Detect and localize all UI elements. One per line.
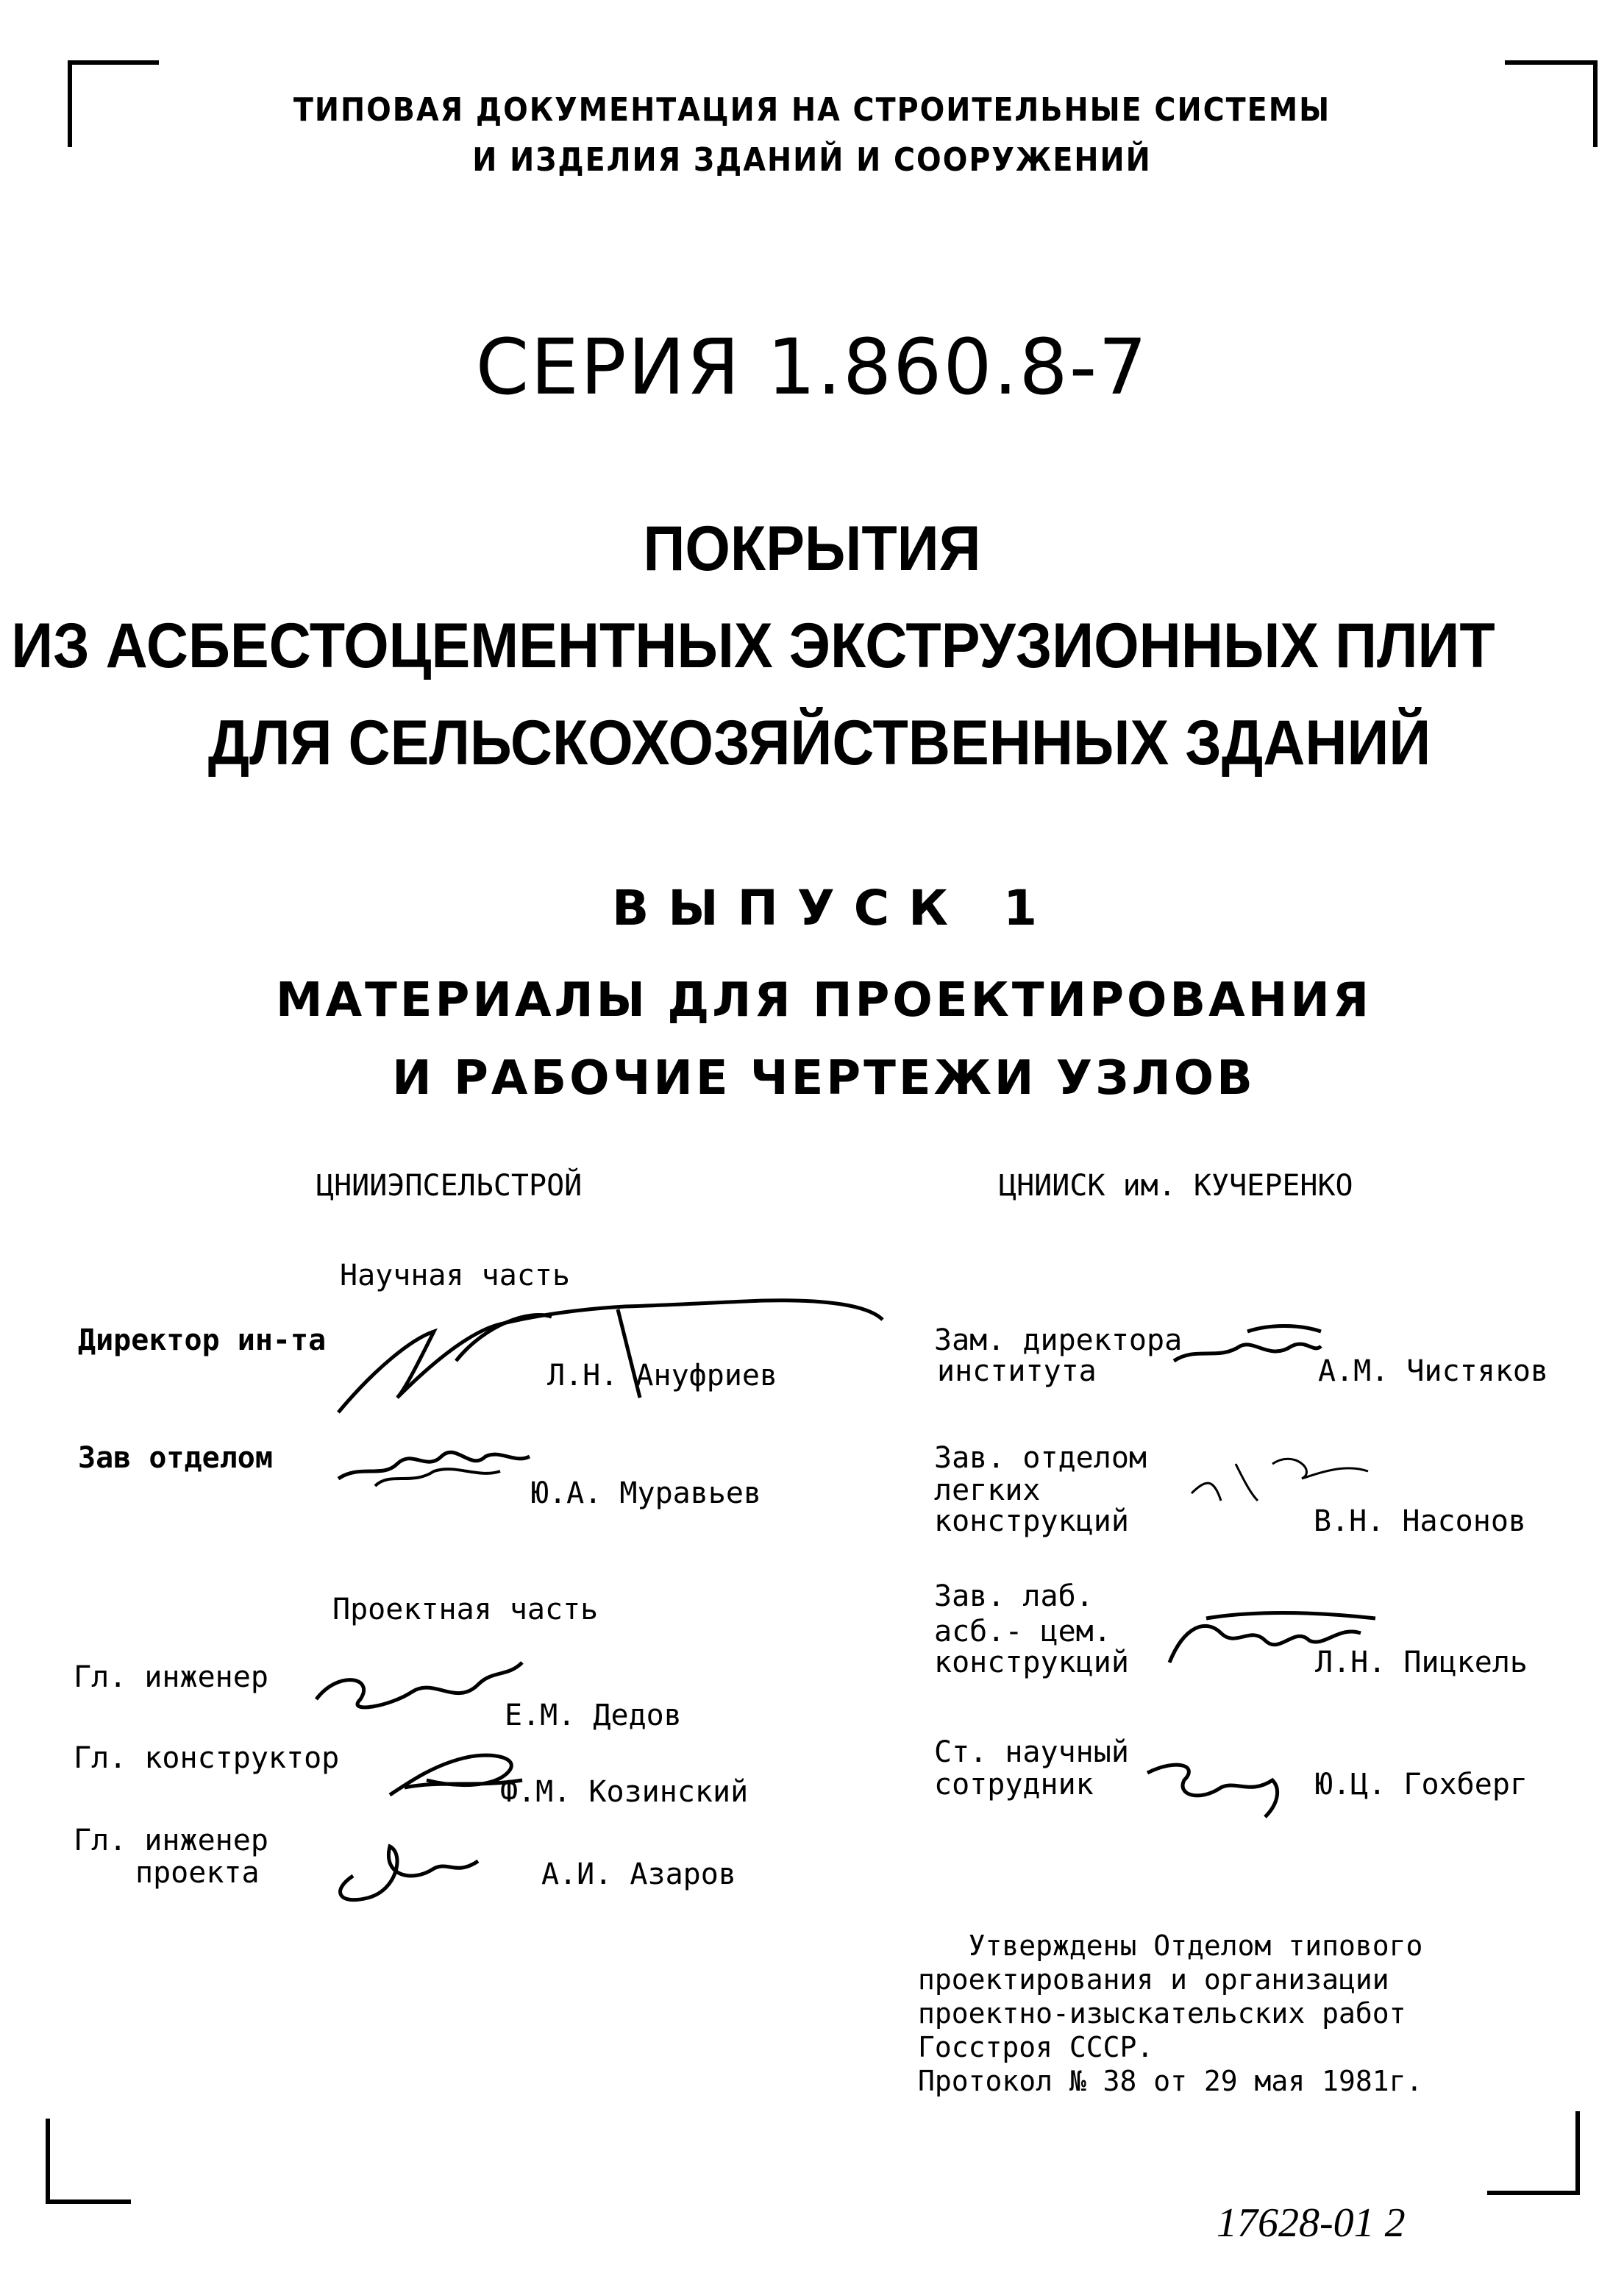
- deputy-role-1: Зам. директора: [934, 1323, 1183, 1357]
- lab-head-role-1: Зав. лаб.: [934, 1579, 1094, 1613]
- signature-lab-head: [1162, 1604, 1383, 1685]
- signature-chief-designer: [382, 1736, 530, 1810]
- corner-mark-bottom-left: [46, 2119, 131, 2204]
- subtitle-line-2: И РАБОЧИЕ ЧЕРТЕЖИ УЗЛОВ: [392, 1051, 1256, 1106]
- researcher-role-1: Ст. научный: [934, 1735, 1129, 1769]
- director-name: Л.Н. Ануфриев: [547, 1359, 778, 1393]
- signature-deputy-director: [1159, 1317, 1328, 1383]
- title-line-2: ИЗ АСБЕСТОЦЕМЕНТНЫХ ЭКСТРУЗИОННЫХ ПЛИТ: [11, 611, 1495, 681]
- light-head-role-2: легких: [934, 1473, 1041, 1507]
- deputy-name: А.М. Чистяков: [1318, 1354, 1549, 1388]
- project-engineer-role-2: проекта: [135, 1856, 260, 1890]
- signature-project-engineer: [324, 1832, 500, 1913]
- subtitle-line-1: МАТЕРИАЛЫ ДЛЯ ПРОЕКТИРОВАНИЯ: [275, 973, 1372, 1028]
- header-line-1: ТИПОВАЯ ДОКУМЕНТАЦИЯ НА СТРОИТЕЛЬНЫЕ СИСТЕМЫ: [293, 91, 1331, 129]
- lab-head-name: Л.Н. Пицкель: [1315, 1646, 1528, 1679]
- left-organization: ЦНИИЭПСЕЛЬСТРОЙ: [316, 1169, 583, 1203]
- signature-director: [309, 1280, 897, 1434]
- light-head-role-1: Зав. отделом: [934, 1441, 1147, 1475]
- title-line-3: ДЛЯ СЕЛЬСКОХОЗЯЙСТВЕННЫХ ЗДАНИЙ: [207, 708, 1431, 778]
- chief-designer-role: Гл. конструктор: [74, 1741, 340, 1775]
- lab-head-role-3: конструкций: [934, 1646, 1129, 1679]
- light-head-role-3: конструкций: [934, 1504, 1129, 1538]
- deputy-role-2: института: [937, 1354, 1097, 1388]
- issue-label: ВЫПУСК 1: [611, 880, 1057, 936]
- chief-designer-name: Ф.М. Козинский: [500, 1775, 749, 1809]
- light-head-name: В.Н. Насонов: [1314, 1504, 1526, 1538]
- corner-mark-bottom-right: [1487, 2111, 1580, 2195]
- approval-line-2: проектирования и организации: [918, 1963, 1389, 1996]
- document-number: 17628-01 2: [1217, 2200, 1406, 2246]
- series-title: СЕРИЯ 1.860.8-7: [475, 322, 1149, 412]
- approval-line-4: Госстроя СССР.: [918, 2031, 1154, 2063]
- project-engineer-name: А.И. Азаров: [541, 1857, 736, 1891]
- design-section-label: Проектная часть: [332, 1593, 599, 1626]
- researcher-name: Ю.Ц. Гохберг: [1315, 1768, 1528, 1802]
- researcher-role-2: сотрудник: [934, 1768, 1094, 1802]
- signature-light-structures-head: [1177, 1434, 1383, 1515]
- chief-engineer-name: Е.М. Дедов: [505, 1699, 682, 1732]
- lab-head-role-2: асб.- цем.: [934, 1615, 1111, 1649]
- signature-chief-engineer: [309, 1655, 530, 1729]
- header-line-2: И ИЗДЕЛИЯ ЗДАНИЙ И СООРУЖЕНИЙ: [472, 141, 1152, 179]
- right-organization: ЦНИИСК им. КУЧЕРЕНКО: [999, 1169, 1353, 1203]
- title-line-1: ПОКРЫТИЯ: [643, 513, 981, 584]
- dept-head-name: Ю.А. Муравьев: [531, 1476, 762, 1510]
- approval-line-1: Утверждены Отделом типового: [918, 1930, 1423, 1962]
- project-engineer-role-1: Гл. инженер: [74, 1824, 268, 1857]
- signature-dept-head: [331, 1434, 537, 1501]
- director-role: Директор ин-та: [78, 1323, 327, 1357]
- approval-line-5: Протокол № 38 от 29 мая 1981г.: [918, 2065, 1423, 2097]
- signature-researcher: [1133, 1743, 1294, 1824]
- chief-engineer-role: Гл. инженер: [74, 1660, 268, 1694]
- science-section-label: Научная часть: [340, 1259, 571, 1292]
- dept-head-role: Зав отделом: [78, 1441, 273, 1475]
- approval-line-3: проектно-изыскательских работ: [918, 1997, 1406, 2030]
